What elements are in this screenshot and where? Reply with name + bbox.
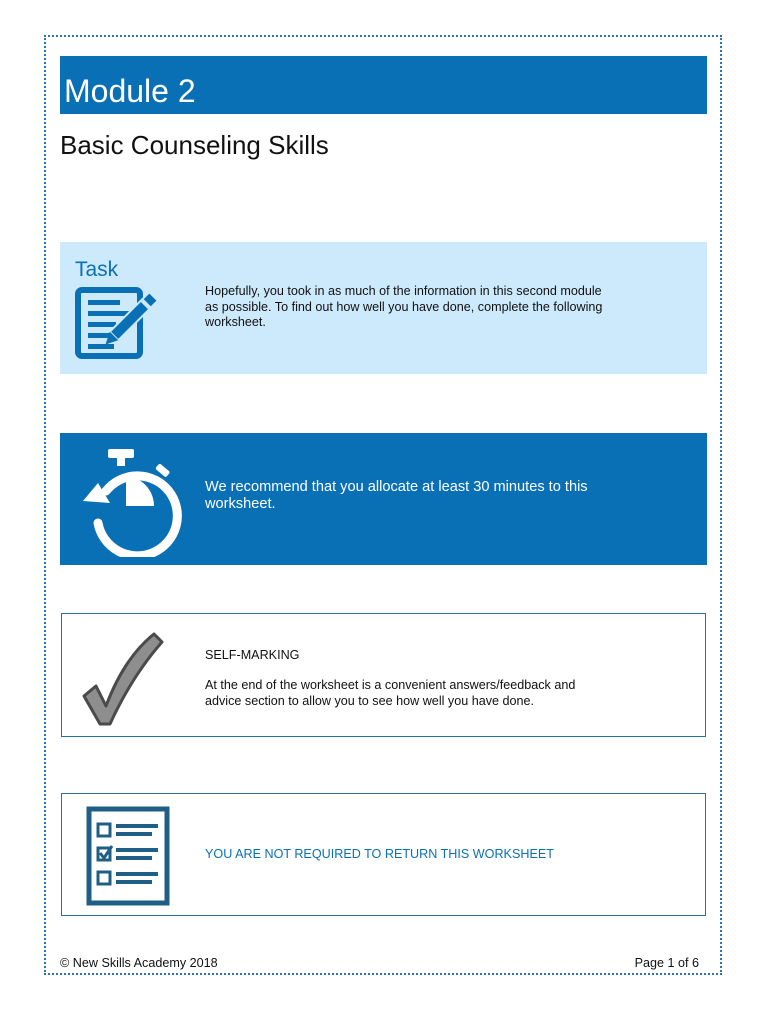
footer-copyright: © New Skills Academy 2018	[60, 956, 218, 970]
checkmark-icon	[76, 628, 166, 726]
task-description: Hopefully, you took in as much of the information in this second module as possible. To find out how well you have done, complete the following worksheet.	[205, 284, 603, 329]
self-marking-heading: SELF-MARKING	[205, 648, 300, 662]
return-panel	[61, 793, 706, 916]
task-title: Task	[75, 258, 119, 281]
checklist-icon	[86, 806, 170, 906]
page-subtitle: Basic Counseling Skills	[60, 130, 329, 160]
module-header-bar	[60, 56, 707, 114]
self-marking-description: At the end of the worksheet is a convenient answers/feedback and advice section to allow you to see how well you have done.	[205, 678, 576, 708]
page-number: Page 1 of 6	[634, 956, 699, 970]
time-recommendation: We recommend that you allocate at least 30 minutes to this worksheet.	[205, 479, 588, 512]
self-marking-panel	[61, 613, 706, 737]
task-panel	[60, 242, 707, 374]
stopwatch-icon	[68, 441, 184, 557]
return-notice: YOU ARE NOT REQUIRED TO RETURN THIS WORKSHEET	[205, 847, 554, 861]
module-title: Module 2	[64, 73, 196, 109]
time-panel	[60, 433, 707, 565]
edit-document-icon	[74, 286, 174, 362]
